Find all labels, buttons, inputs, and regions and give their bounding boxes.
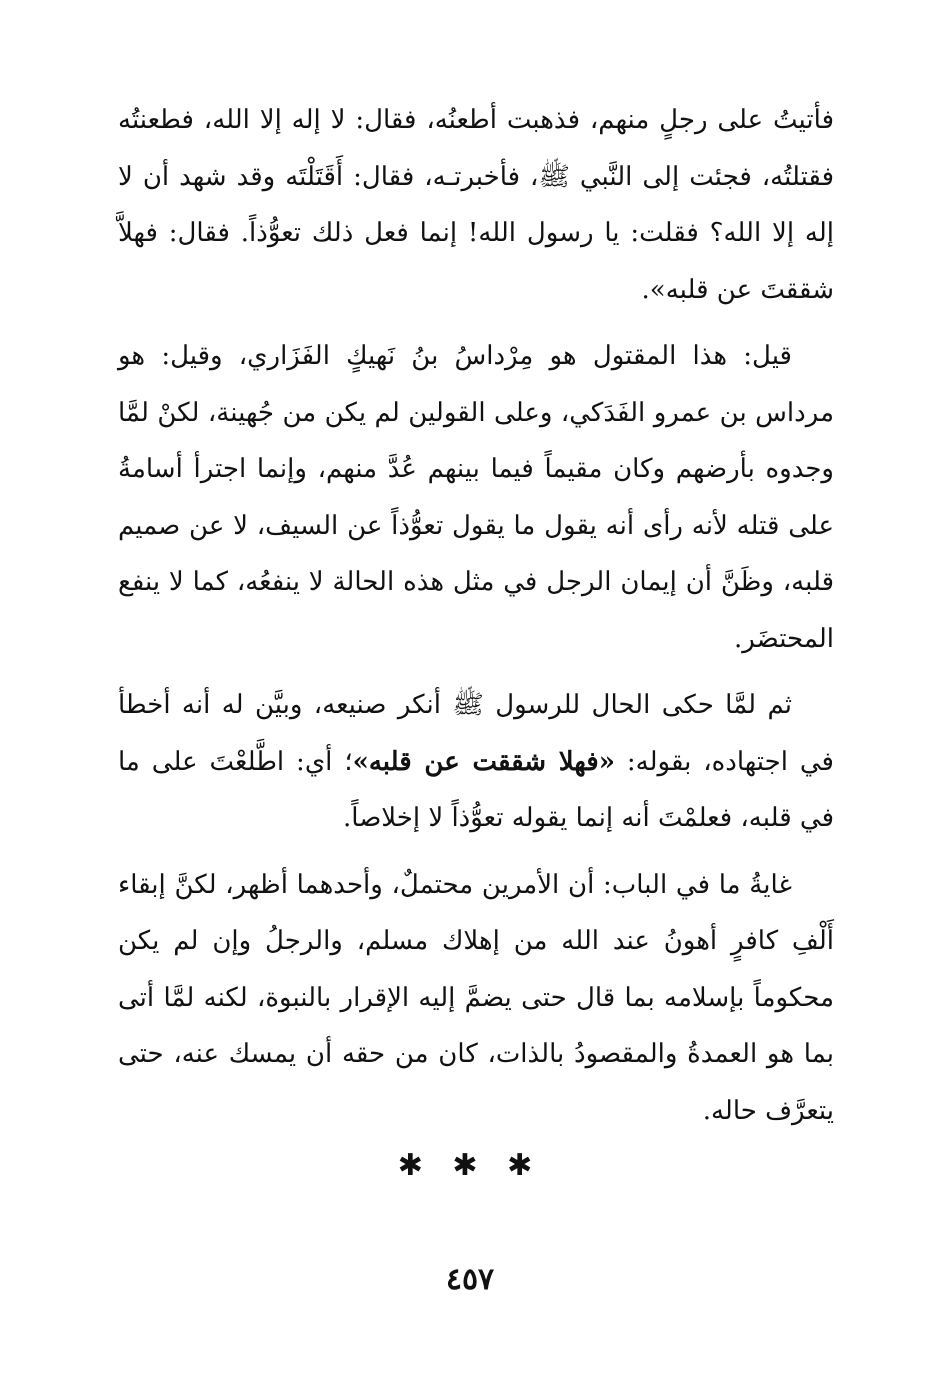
paragraph-2-text: قيل: هذا المقتول هو مِرْداسُ بنُ نَهيكٍ الفَزَاري، وقيل: هو مرداس بن عمرو الفَدَكي، وعلى القولين لم يكن من جُهينة، لكنْ لمَّا وجدوه بأرضهم وكان مقيماً فيما بينهم عُدَّ منهم، وإنما اجترأ أسامةُ على قتله لأنه رأى أنه يقول ما يقول تعوُّذاً عن السيف، لا عن صميم قلبه، وظَنَّ أن إيمان الرجل في مثل هذه الحالة لا ينفعُه، كما لا ينفع المحتضَر. xyxy=(118,341,834,654)
paragraph-3-text-before: ثم لمَّا حكى الحال للرسول ﷺ أنكر صنيعه، وبيَّن له أنه أخطأ في اجتهاده، بقوله: xyxy=(118,690,834,777)
asterisk-separator: ✱ ✱ ✱ xyxy=(397,1148,543,1183)
paragraph-3-bold-quote: «فهلا شققت عن قلبه» xyxy=(352,746,615,777)
paragraph-3 xyxy=(118,677,834,847)
paragraph-2 xyxy=(118,328,834,667)
paragraph-4 xyxy=(118,857,834,1140)
paragraph-3-text-after: ؛ أي: اطَّلعْتَ على ما في قلبه، فعلمْتَ أنه إنما يقوله تعوُّذاً لا إخلاصاً. xyxy=(118,746,834,833)
paragraph-1-text: فأتيتُ على رجلٍ منهم، فذهبت أطعنُه، فقال: لا إله إلا الله، فطعنتُه فقتلتُه، فجئت إلى النَّبي ﷺ، فأخبرتـه، فقال: أَقَتَلْتَه وقد شهد أن لا إله إلا الله؟ فقلت: يا رسول الله! إنما فعل ذلك تعوُّذاً. فقال: فهلاَّ شققتَ عن قلبه». xyxy=(118,105,834,305)
paragraph-1 xyxy=(118,92,834,318)
page-number: ٤٥٧ xyxy=(445,1262,495,1297)
body-text xyxy=(118,92,834,1139)
paragraph-4-text: غايةُ ما في الباب: أن الأمرين محتملٌ، وأحدهما أظهر، لكنَّ إبقاء أَلْفِ كافرٍ أهونُ عند الله من إهلاك مسلم، والرجلُ وإن لم يكن محكوماً بإسلامه بما قال حتى يضمَّ إليه الإقرار بالنبوة، لكنه لمَّا أتى بما هو العمدةُ والمقصودُ بالذات، كان من حقه أن يمسك عنه، حتى يتعرَّف حاله. xyxy=(118,869,834,1126)
